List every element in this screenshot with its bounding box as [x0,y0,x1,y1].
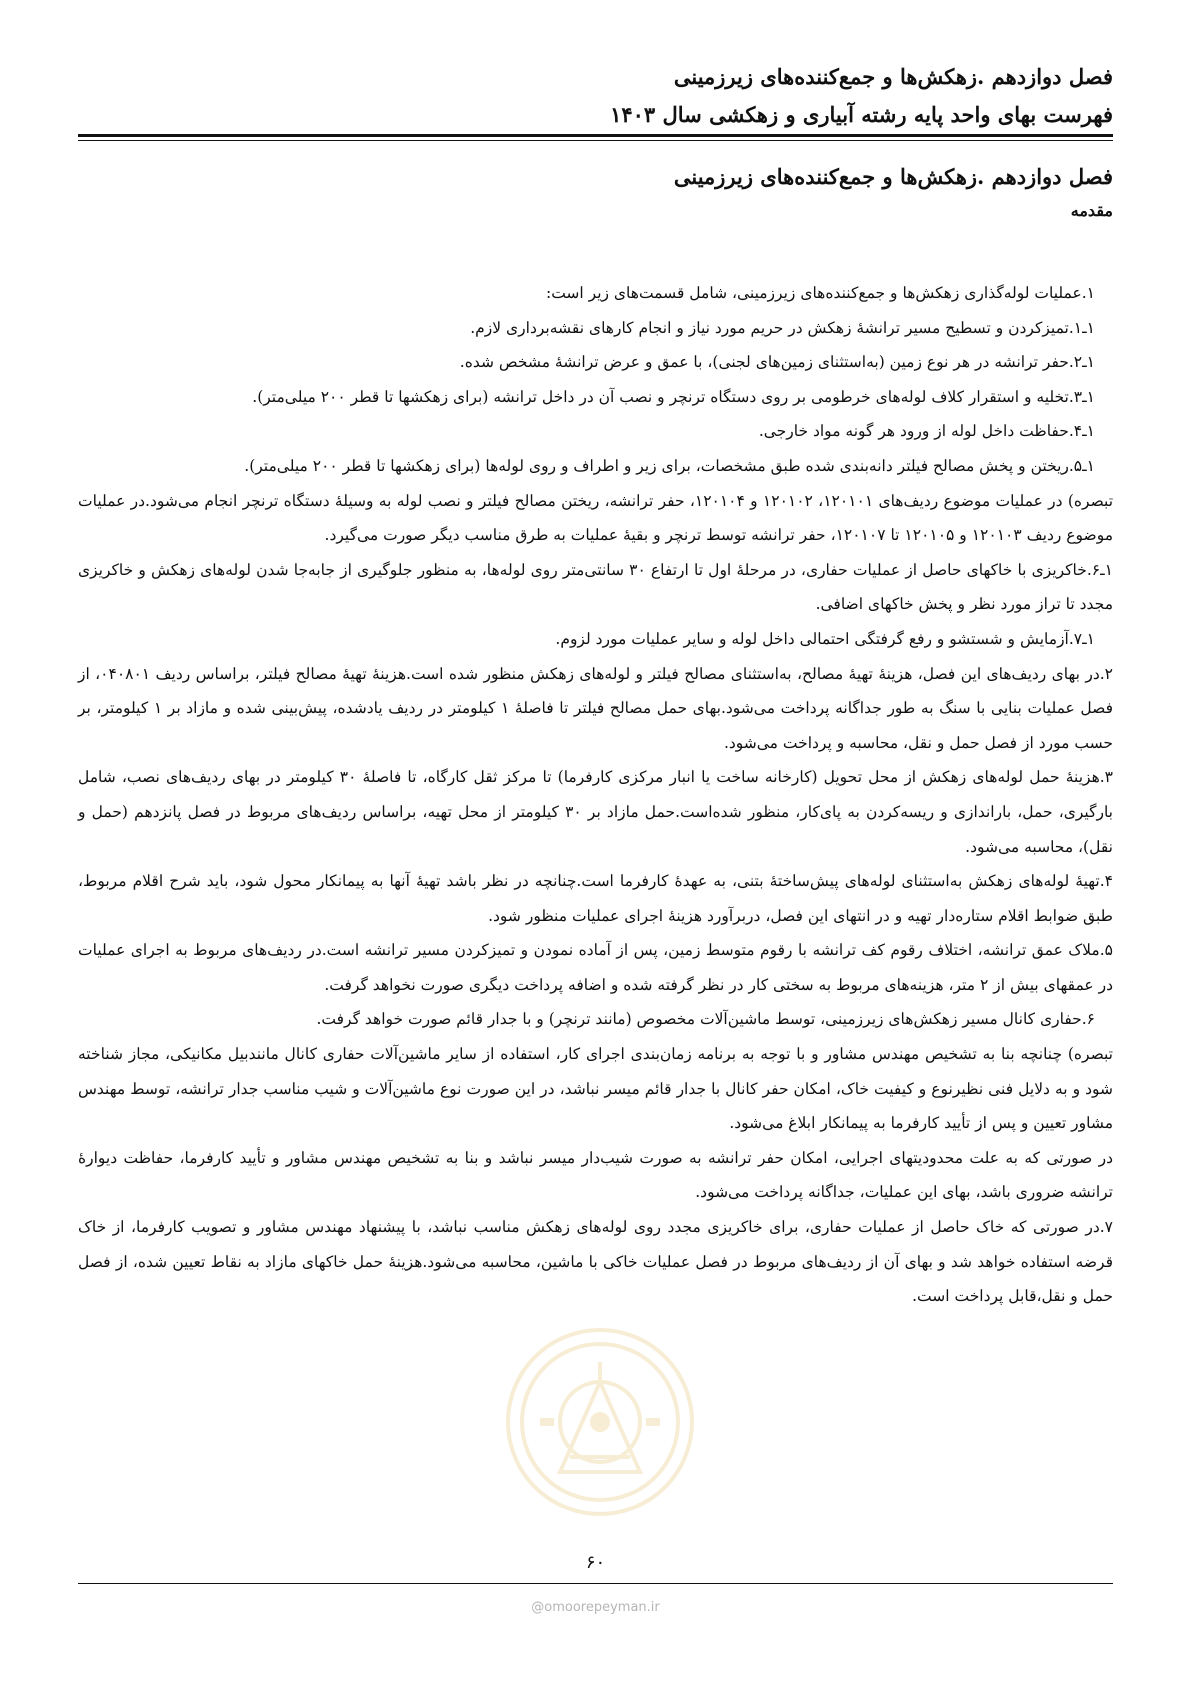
section-subtitle: مقدمه [1070,201,1113,220]
paragraph-1: ۱.عملیات لوله‌گذاری زهکش‌ها و جمع‌کننده‌های زیرزمینی، شامل قسمت‌های زیر است: [545,284,1095,302]
note-2: تبصره) چنانچه بنا به تشخیص مهندس مشاور و با توجه به برنامه زمان‌بندی اجرای کار، استفاده از سایر ماشین‌آلات حفاری کانال مانندبیل مکانیکی، مجاز شناخته شود و به دلایل فنی نظیرنوع و کیفیت خاک، امکان حفر کانال با جدار قائم میسر نباشد، در این صورت نوع ماشین‌آلات و شیب مناسب جدار ترانشه، توسط مهندس مشاور تعیین و پس از تأیید کارفرما به پیمانکار ابلاغ می‌شود. [78,1045,1113,1133]
paragraph-1-2: ۱ـ۲.حفر ترانشه در هر نوع زمین (به‌استثنای زمین‌های لجنی)، با عمق و عرض ترانشهٔ مشخص شده. [459,353,1095,372]
note-1: تبصره) در عملیات موضوع ردیف‌های ۱۲۰۱۰۱، ۱۲۰۱۰۲ و ۱۲۰۱۰۴، حفر ترانشه، ریختن مصالح فیلتر و نصب لوله به وسیلهٔ دستگاه ترنچر انجام می‌شود.در عملیات موضوع ردیف ۱۲۰۱۰۳ و ۱۲۰۱۰۵ تا ۱۲۰۱۰۷، حفر ترانشه توسط ترنچر و بقیهٔ عملیات به طرق مناسب دیگر صورت می‌گیرد. [78,491,1114,545]
paragraph-4: ۴.تهیهٔ لوله‌های زهکش به‌استثنای لوله‌های پیش‌ساختهٔ بتنی، به عهدهٔ کارفرما است.چنانچه در نظر باشد تهیهٔ آنها به پیمانکار محول شود، باید شرح اقلام مربوط، طبق ضوابط اقلام ستاره‌دار تهیه و در انتهای این فصل، دربرآورد هزینهٔ اجرای عملیات منظور شود. [78,872,1113,925]
paragraph-7: ۷.در صورتی که خاک حاصل از عملیات حفاری، برای خاکریزی مجدد روی لوله‌های زهکش مناسب نباشد، با پیشنهاد مهندس مشاور و تصویب کارفرما، از خاک قرضه استفاده خواهد شد و بهای آن از ردیف‌های مربوط در فصل عملیات خاکی با ماشین، محاسبه می‌شود.هزینهٔ حمل خاکهای مازاد به نقاط تعیین شده، از فصل حمل و نقل،قابل پرداخت است. [78,1218,1113,1306]
paragraph-3: ۳.هزینهٔ حمل لوله‌های زهکش از محل تحویل (کارخانه ساخت یا انبار مرکزی کارفرما) تا مرکز ثقل کارگاه، تا فاصلهٔ ۳۰ کیلومتر در بهای ردیف‌های نصب، شامل بارگیری، حمل، باراندازی و ریسه‌کردن به پای‌کار، منظور شده‌است.حمل مازاد بر ۳۰ کیلومتر از محل تهیه، براساس ردیف‌های مربوط در فصل پانزدهم (حمل و نقل)، محاسبه می‌شود. [78,768,1113,856]
chapter-heading [78,158,1113,226]
paragraph-1-4: ۱ـ۴.حفاظت داخل لوله از ورود هر گونه مواد خارجی. [758,422,1095,441]
header-chapter-line: فصل دوازدهم .زهکش‌ها و جمع‌کننده‌های زیرزمینی [673,64,1113,89]
header-catalog-line: فهرست بهای واحد پایه رشته آبیاری و زهکشی سال ۱۴۰۳ [610,102,1113,127]
seal-watermark-icon [500,1322,700,1522]
header-rule-thick [78,134,1113,137]
page-number: ۶۰ [585,1552,606,1573]
footer-website: @omoorepeyman.ir [531,1600,660,1615]
paragraph-2: ۲.در بهای ردیف‌های این فصل، هزینهٔ تهیهٔ مصالح، به‌استثنای مصالح فیلتر و لوله‌های زهکش منظور شده است.هزینهٔ تهیهٔ مصالح فیلتر، براساس ردیف ۰۴۰۸۰۱، از فصل عملیات بنایی با سنگ به طور جداگانه پرداخت می‌شود.بهای حمل مصالح فیلتر تا فاصلهٔ ۱ کیلومتر در ردیف یادشده، پیش‌بینی شده و مازاد بر ۱ کیلومتر، بر حسب مورد از فصل حمل و نقل، محاسبه و پرداخت می‌شود. [78,664,1113,752]
paragraph-1-7: ۱ـ۷.آزمایش و شستشو و رفع گرفتگی احتمالی داخل لوله و سایر عملیات مورد لزوم. [555,629,1095,648]
paragraph-5: ۵.ملاک عمق ترانشه، اختلاف رقوم کف ترانشه با رقوم متوسط زمین، پس از آماده نمودن و تمیزکردن مسیر ترانشه است.در ردیف‌های مربوط به اجرای عملیات در عمقهای بیش از ۲ متر، هزینه‌های مربوط به سختی کار در نظر گرفته شده و اضافه پرداخت دیگری صورت نخواهد گرفت. [78,941,1113,994]
header-rule-thin [78,140,1113,141]
page-header [78,58,1113,134]
paragraph-6-extra: در صورتی که به علت محدودیتهای اجرایی، امکان حفر ترانشه به صورت شیب‌دار میسر نباشد و بنا به تشخیص مهندس مشاور و تأیید کارفرما، حفاظت دیوارهٔ ترانشه ضروری باشد، بهای این عملیات، جداگانه پرداخت می‌شود. [78,1148,1113,1202]
footer-rule [78,1583,1113,1584]
paragraph-1-1: ۱ـ۱.تمیزکردن و تسطیح مسیر ترانشهٔ زهکش در حریم مورد نیاز و انجام کارهای نقشه‌برداری لازم. [470,318,1095,337]
document-body [78,276,1113,1314]
paragraph-1-6: ۱ـ۶.خاکریزی با خاکهای حاصل از عملیات حفاری، در مرحلهٔ اول تا ارتفاع ۳۰ سانتی‌متر روی لوله‌ها، به منظور جلوگیری از جابه‌جا شدن لوله‌های زهکش و خاکریزی مجدد تا تراز مورد نظر و پخش خاکهای اضافی. [78,560,1113,614]
chapter-title: فصل دوازدهم .زهکش‌ها و جمع‌کننده‌های زیرزمینی [673,164,1113,189]
paragraph-6: ۶.حفاری کانال مسیر زهکش‌های زیرزمینی، توسط ماشین‌آلات مخصوص (مانند ترنچر) و با جدار قائم صورت خواهد گرفت. [316,1010,1095,1029]
paragraph-1-3: ۱ـ۳.تخلیه و استقرار کلاف لوله‌های خرطومی بر روی دستگاه ترنچر و نصب آن در داخل ترانشه (برای زهکشها تا قطر ۲۰۰ میلی‌متر). [252,387,1095,406]
paragraph-1-5: ۱ـ۵.ریختن و پخش مصالح فیلتر دانه‌بندی شده طبق مشخصات، برای زیر و اطراف و روی لوله‌ها (برای زهکشها تا قطر ۲۰۰ میلی‌متر). [244,456,1095,475]
